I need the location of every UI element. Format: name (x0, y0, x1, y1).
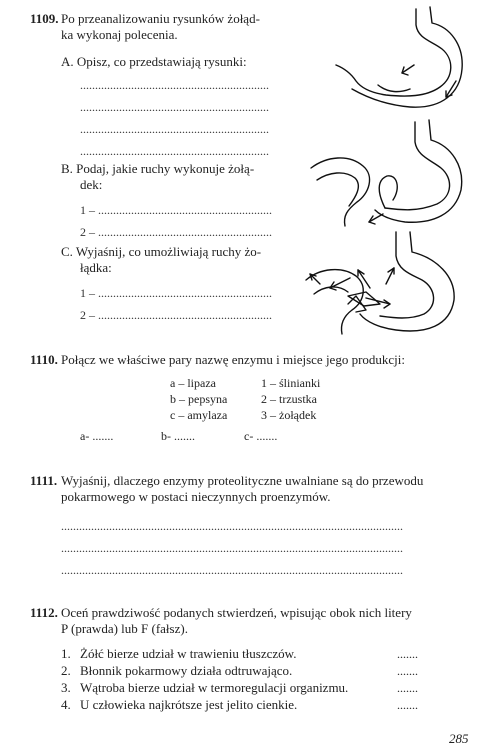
q1109-intro-line2: ka wykonaj polecenia. (61, 27, 178, 42)
statement-number: 2. (61, 663, 71, 678)
q1109-c-answer-line-2[interactable]: 2 – .......................................................... (80, 308, 272, 322)
answer-c-blank[interactable]: c- ....... (244, 429, 278, 443)
answer-a-blank[interactable]: a- ....... (80, 429, 114, 443)
q1109-a-answer-line-1[interactable]: ............................................................... (80, 78, 269, 92)
statement-answer-blank[interactable]: ....... (397, 681, 418, 695)
q1111-answer-line-3[interactable]: .................................................................................................................. (61, 563, 403, 577)
place-2: 2 – trzustka (261, 392, 317, 406)
enzyme-c: c – amylaza (170, 408, 228, 422)
stomach-figure-1 (330, 5, 480, 115)
statement-number: 4. (61, 697, 71, 712)
statement-answer-blank[interactable]: ....... (397, 664, 418, 678)
q1109-a-answer-line-2[interactable]: ............................................................... (80, 100, 269, 114)
page-number: 285 (449, 731, 469, 746)
q1112-line2: P (prawda) lub F (fałsz). (61, 621, 188, 636)
q1109-a-label: A. Opisz, co przedstawiają rysunki: (61, 54, 247, 69)
q1111-answer-line-1[interactable]: .................................................................................................................. (61, 519, 403, 533)
enzyme-b: b – pepsyna (170, 392, 228, 406)
stomach-figure-2 (305, 118, 475, 233)
q1109-b-label-line1: B. Podaj, jakie ruchy wykonuje żołą- (61, 161, 255, 176)
q1109-b-label-line2: dek: (80, 177, 103, 192)
q1111-line1: Wyjaśnij, dlaczego enzymy proteolityczne uwalniane są do przewodu (61, 473, 424, 488)
enzyme-a: a – lipaza (170, 376, 216, 390)
q1109-intro-line1: Po przeanalizowaniu rysunków żołąd- (61, 11, 260, 26)
q1109-a-answer-line-3[interactable]: ............................................................... (80, 122, 269, 136)
q1109-b-answer-line-1[interactable]: 1 – .......................................................... (80, 203, 272, 217)
statement-answer-blank[interactable]: ....... (397, 647, 418, 661)
q1109-a-answer-line-4[interactable]: ............................................................... (80, 144, 269, 158)
statement-answer-blank[interactable]: ....... (397, 698, 418, 712)
place-1: 1 – ślinianki (261, 376, 321, 390)
statement-text: Żółć bierze udział w trawieniu tłuszczów. (80, 646, 297, 661)
statement-number: 1. (61, 646, 71, 661)
q1109-c-label-line1: C. Wyjaśnij, co umożliwiają ruchy żo- (61, 244, 262, 259)
q1111-line2: pokarmowego w postaci nieczynnych proenzymów. (61, 489, 331, 504)
question-number-1109: 1109. (30, 11, 59, 26)
stomach-figure-3 (300, 230, 475, 342)
statement-text: Błonnik pokarmowy działa odtruwająco. (80, 663, 293, 678)
q1112-line1: Oceń prawdziwość podanych stwierdzeń, wpisując obok nich litery (61, 605, 412, 620)
q1110-instruction: Połącz we właściwe pary nazwę enzymu i miejsce jego produkcji: (61, 352, 406, 367)
statement-text: Wątroba bierze udział w termoregulacji organizmu. (80, 680, 349, 695)
question-number-1110: 1110. (30, 352, 58, 367)
q1109-b-answer-line-2[interactable]: 2 – .......................................................... (80, 225, 272, 239)
q1109-c-label-line2: łądka: (80, 260, 112, 275)
question-number-1111: 1111. (30, 473, 58, 488)
q1109-c-answer-line-1[interactable]: 1 – .......................................................... (80, 286, 272, 300)
statement-number: 3. (61, 680, 71, 695)
q1111-answer-line-2[interactable]: .................................................................................................................. (61, 541, 403, 555)
place-3: 3 – żołądek (261, 408, 317, 422)
question-number-1112: 1112. (30, 605, 58, 620)
answer-b-blank[interactable]: b- ....... (161, 429, 195, 443)
statement-text: U człowieka najkrótsze jest jelito cienkie. (80, 697, 298, 712)
